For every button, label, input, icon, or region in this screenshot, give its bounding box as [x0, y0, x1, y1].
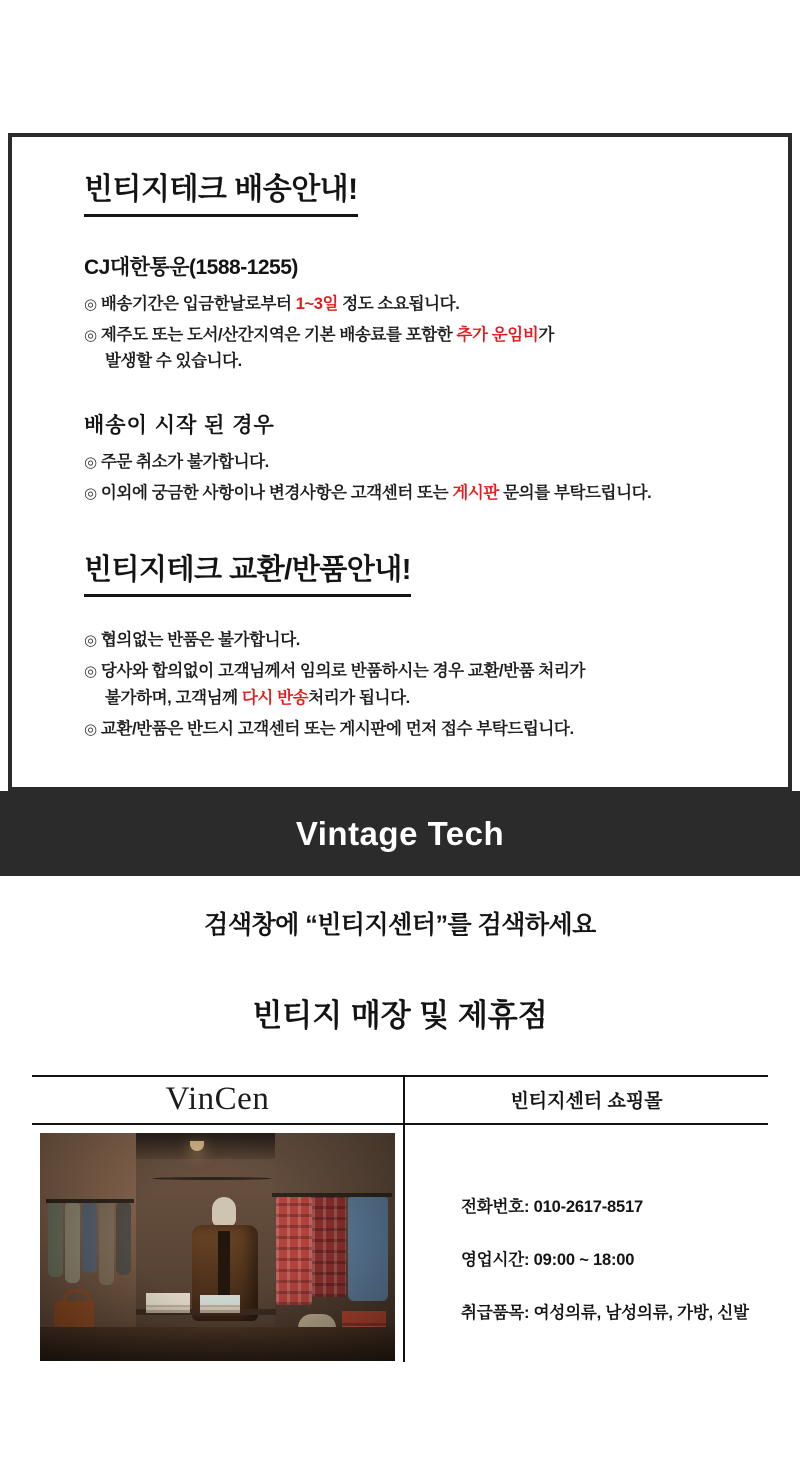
brand-banner [0, 791, 800, 876]
exchange-return-list [84, 627, 762, 742]
list-item-emphasis: 1~3일 [295, 295, 339, 313]
list-item-continuation [105, 685, 762, 712]
list-item-text-pre: 이외에 궁금한 사항이나 변경사항은 고객센터 또는 [100, 483, 453, 502]
shipping-started-heading: 배송이 시작 된 경우 [84, 414, 275, 438]
photo-vignette [40, 1133, 395, 1361]
list-item [84, 480, 762, 507]
bullet-icon: ◎ [84, 296, 97, 313]
list-item-text-post: 문의를 부탁드립니다. [498, 483, 652, 502]
list-item-text-post: 정도 소요됩니다. [338, 295, 460, 313]
courier-list [84, 291, 762, 375]
list-item [84, 291, 762, 318]
mall-name-cell: 빈티지센터 쇼핑몰 [510, 1090, 663, 1112]
list-item-text-pre: 교환/반품은 반드시 고객센터 또는 게시판에 먼저 접수 부탁드립니다. [100, 719, 574, 738]
list-item [84, 627, 762, 654]
list-item [84, 449, 762, 476]
store-contact-info [405, 1131, 768, 1363]
store-section-title: 빈티지 매장 및 제휴점 [252, 998, 548, 1033]
list-item-text-pre: 주문 취소가 불가합니다. [100, 453, 269, 472]
bullet-icon: ◎ [84, 720, 97, 738]
list-item-text-pre: 제주도 또는 도서/산간지역은 기본 배송료를 포함한 [100, 325, 457, 344]
list-item-text-post: 가 [538, 325, 554, 344]
shipping-notice-heading: 빈티지테크 배송안내! [84, 173, 358, 217]
store-hours: 영업시간: 09:00 ~ 18:00 [461, 1251, 635, 1269]
store-interior-illustration [40, 1133, 395, 1361]
bullet-icon: ◎ [84, 326, 97, 344]
bullet-icon: ◎ [84, 454, 97, 472]
store-photo [40, 1133, 395, 1361]
list-item-continuation: 발생할 수 있습니다. [105, 352, 242, 371]
brand-name: Vintage Tech [295, 814, 505, 852]
list-item [84, 322, 762, 375]
shipping-notice-card [8, 133, 792, 791]
store-logo-text: VinCen [165, 1080, 270, 1117]
list-item [84, 716, 762, 743]
list-item-emphasis: 게시판 [452, 483, 499, 502]
bullet-icon: ◎ [84, 663, 97, 681]
exchange-return-heading: 빈티지테크 교환/반품안내! [84, 555, 411, 598]
shipping-started-list [84, 449, 762, 506]
store-phone: 전화번호: 010-2617-8517 [461, 1198, 643, 1216]
search-prompt-text: 검색창에 “빈티지센터”를 검색하세요 [204, 911, 596, 939]
list-item-text-pre: 협의없는 반품은 불가합니다. [100, 631, 300, 650]
continuation-pre: 불가하며, 고객님께 [105, 688, 242, 707]
table-rule-middle [32, 1123, 768, 1125]
store-logo-cell [32, 1075, 403, 1123]
bullet-icon: ◎ [84, 632, 97, 650]
list-item-emphasis: 추가 운임비 [456, 325, 539, 344]
list-item-text-pre: 당사와 합의없이 고객님께서 임의로 반품하시는 경우 교환/반품 처리가 [100, 662, 585, 681]
store-info-table [32, 1075, 768, 1365]
continuation-post: 처리가 됩니다. [308, 688, 410, 707]
store-categories: 취급품목: 여성의류, 남성의류, 가방, 신발 [461, 1304, 749, 1322]
list-item [84, 658, 762, 711]
list-item-text-pre: 배송기간은 입금한날로부터 [100, 295, 296, 313]
continuation-emphasis: 다시 반송 [241, 688, 309, 707]
bullet-icon: ◎ [84, 484, 97, 502]
courier-heading: CJ대한통운(1588-1255) [84, 256, 298, 279]
